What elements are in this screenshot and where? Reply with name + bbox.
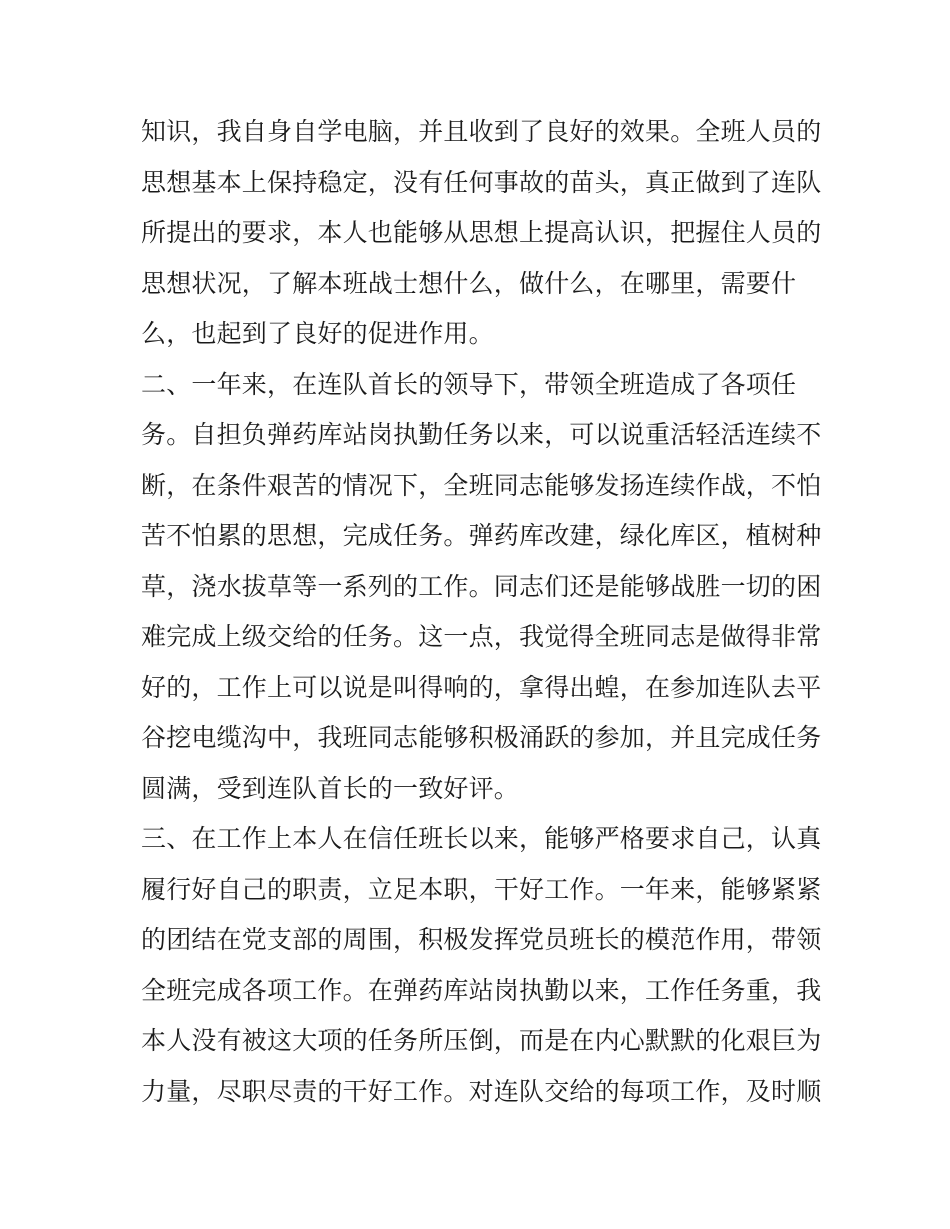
- text-line: 思想基本上保持稳定，没有任何事故的苗头，真正做到了连队: [141, 167, 822, 197]
- text-line: 知识，我自身自学电脑，并且收到了良好的效果。全班人员的: [141, 117, 822, 146]
- text-line: 草，浇水拔草等一系列的工作。同志们还是能够战胜一切的困: [141, 571, 822, 601]
- text-line: 务。自担负弹药库站岗执勤任务以来，可以说重活轻活连续不: [141, 420, 822, 449]
- text-line: 的团结在党支部的周围，积极发挥党员班长的模范作用，带领: [141, 925, 822, 954]
- text-line: 苦不怕累的思想，完成任务。弹药库改建，绿化库区，植树种: [141, 521, 822, 550]
- text-line: 圆满，受到连队首长的一致好评。: [141, 773, 520, 803]
- text-line: 全班完成各项工作。在弹药库站岗执勤以来，工作任务重，我: [141, 975, 822, 1005]
- text-line: 二、一年来，在连队首长的领导下，带领全班造成了各项任: [141, 369, 797, 399]
- text-line: 难完成上级交给的任务。这一点，我觉得全班同志是做得非常: [141, 622, 822, 651]
- text-line: 断，在条件艰苦的情况下，全班同志能够发扬连续作战，不怕: [141, 470, 822, 500]
- text-line: 履行好自己的职责，立足本职，干好工作。一年来，能够紧紧: [141, 874, 822, 904]
- text-line: 本人没有被这大项的任务所压倒，而是在内心默默的化艰巨为: [141, 1026, 822, 1055]
- body-text: [141, 107, 822, 1117]
- text-line: 好的，工作上可以说是叫得响的，拿得出蝗，在参加连队去平: [141, 672, 822, 702]
- text-line: 思想状况，了解本班战士想什么，做什么，在哪里，需要什: [141, 268, 797, 298]
- text-line: 三、在工作上本人在信任班长以来，能够严格要求自己，认真: [141, 824, 822, 853]
- text-line: 所提出的要求，本人也能够从思想上提高认识，把握住人员的: [141, 218, 822, 247]
- text-line: 谷挖电缆沟中，我班同志能够积极涌跃的参加，并且完成任务: [141, 723, 822, 752]
- text-line: 力量，尽职尽责的干好工作。对连队交给的每项工作，及时顺: [141, 1076, 822, 1106]
- text-line: 么，也起到了良好的促进作用。: [141, 319, 494, 348]
